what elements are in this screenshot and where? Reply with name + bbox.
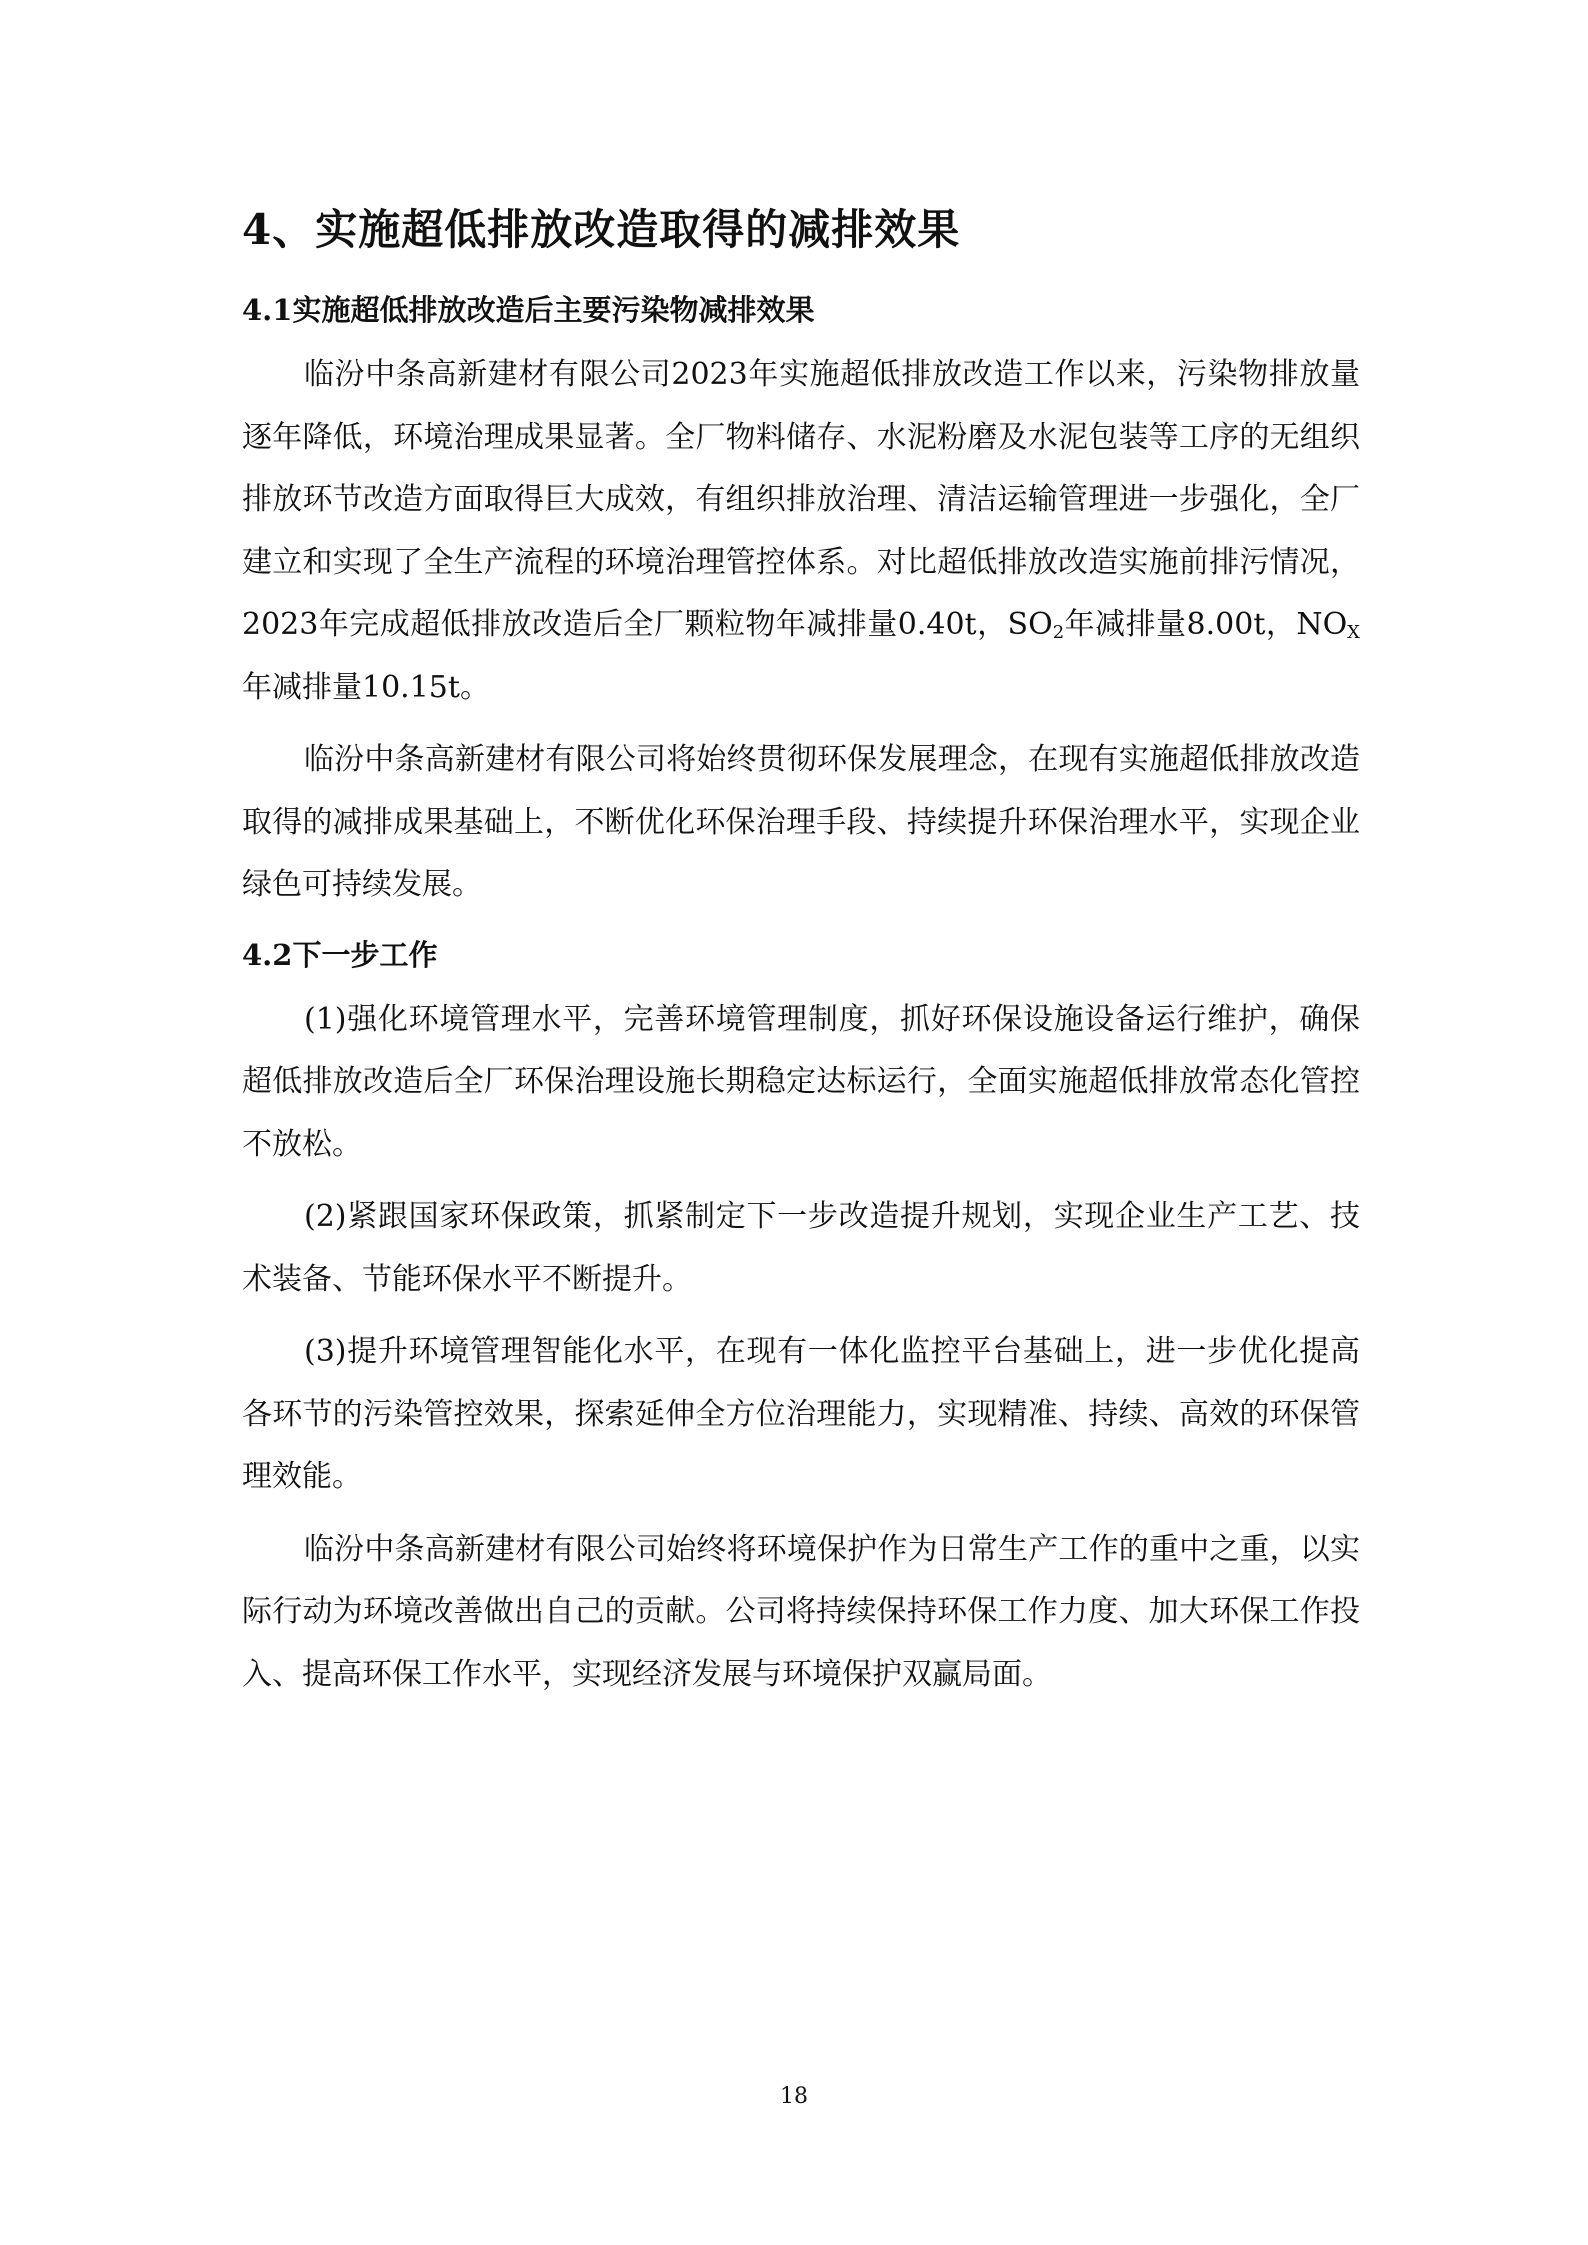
- paragraph-text-c: 年减排量10.15t。: [242, 669, 490, 705]
- work-item-2: (2)紧跟国家环保政策，抓紧制定下一步改造提升规划，实现企业生产工艺、技术装备、节能环保水平不断提升。: [242, 1199, 1360, 1297]
- paragraph-emission-results: [242, 344, 1360, 719]
- paragraph-text-b: 年减排量8.00t，NO: [1064, 607, 1348, 642]
- section-title: 4、实施超低排放改造取得的减排效果: [242, 205, 961, 254]
- closing-paragraph: 临汾中条高新建材有限公司始终将环境保护作为日常生产工作的重中之重，以实际行动为环境改善做出自己的贡献。公司将持续保持环保工作力度、加大环保工作投入、提高环保工作水平，实现经济发展与环境保护双赢局面。: [242, 1531, 1360, 1692]
- subsection-title-4-1: 4.1实施超低排放改造后主要污染物减排效果: [242, 293, 815, 327]
- subsection-title-4-2: 4.2下一步工作: [242, 937, 438, 972]
- paragraph-text-a: 临汾中条高新建材有限公司2023年实施超低排放改造工作以来，污染物排放量逐年降低，环境治理成果显著。全厂物料储存、水泥粉磨及水泥包装等工序的无组织排放环节改造方面取得巨大成效，有组织排放治理、清洁运输管理进一步强化，全厂建立和实现了全生产流程的环境治理管控体系。对比超低排放改造实施前排污情况，2023年完成超低排放改造后全厂颗粒物年减排量0.40t，SO: [242, 357, 1360, 642]
- paragraph-commitment: 临汾中条高新建材有限公司将始终贯彻环保发展理念，在现有实施超低排放改造取得的减排成果基础上，不断优化环保治理手段、持续提升环保治理水平，实现企业绿色可持续发展。: [242, 742, 1360, 902]
- so2-subscript: 2: [1052, 622, 1065, 643]
- work-item-3: (3)提升环境管理智能化水平，在现有一体化监控平台基础上，进一步优化提高各环节的污染管控效果，探索延伸全方位治理能力，实现精准、持续、高效的环保管理效能。: [242, 1334, 1360, 1494]
- work-item-1: (1)强化环境管理水平，完善环境管理制度，抓好环保设施设备运行维护，确保超低排放改造后全厂环保治理设施长期稳定达标运行，全面实施超低排放常态化管控不放松。: [242, 1001, 1360, 1162]
- nox-subscript: X: [1347, 622, 1360, 643]
- page-content: [242, 200, 1360, 1706]
- page-number: 18: [780, 2084, 808, 2109]
